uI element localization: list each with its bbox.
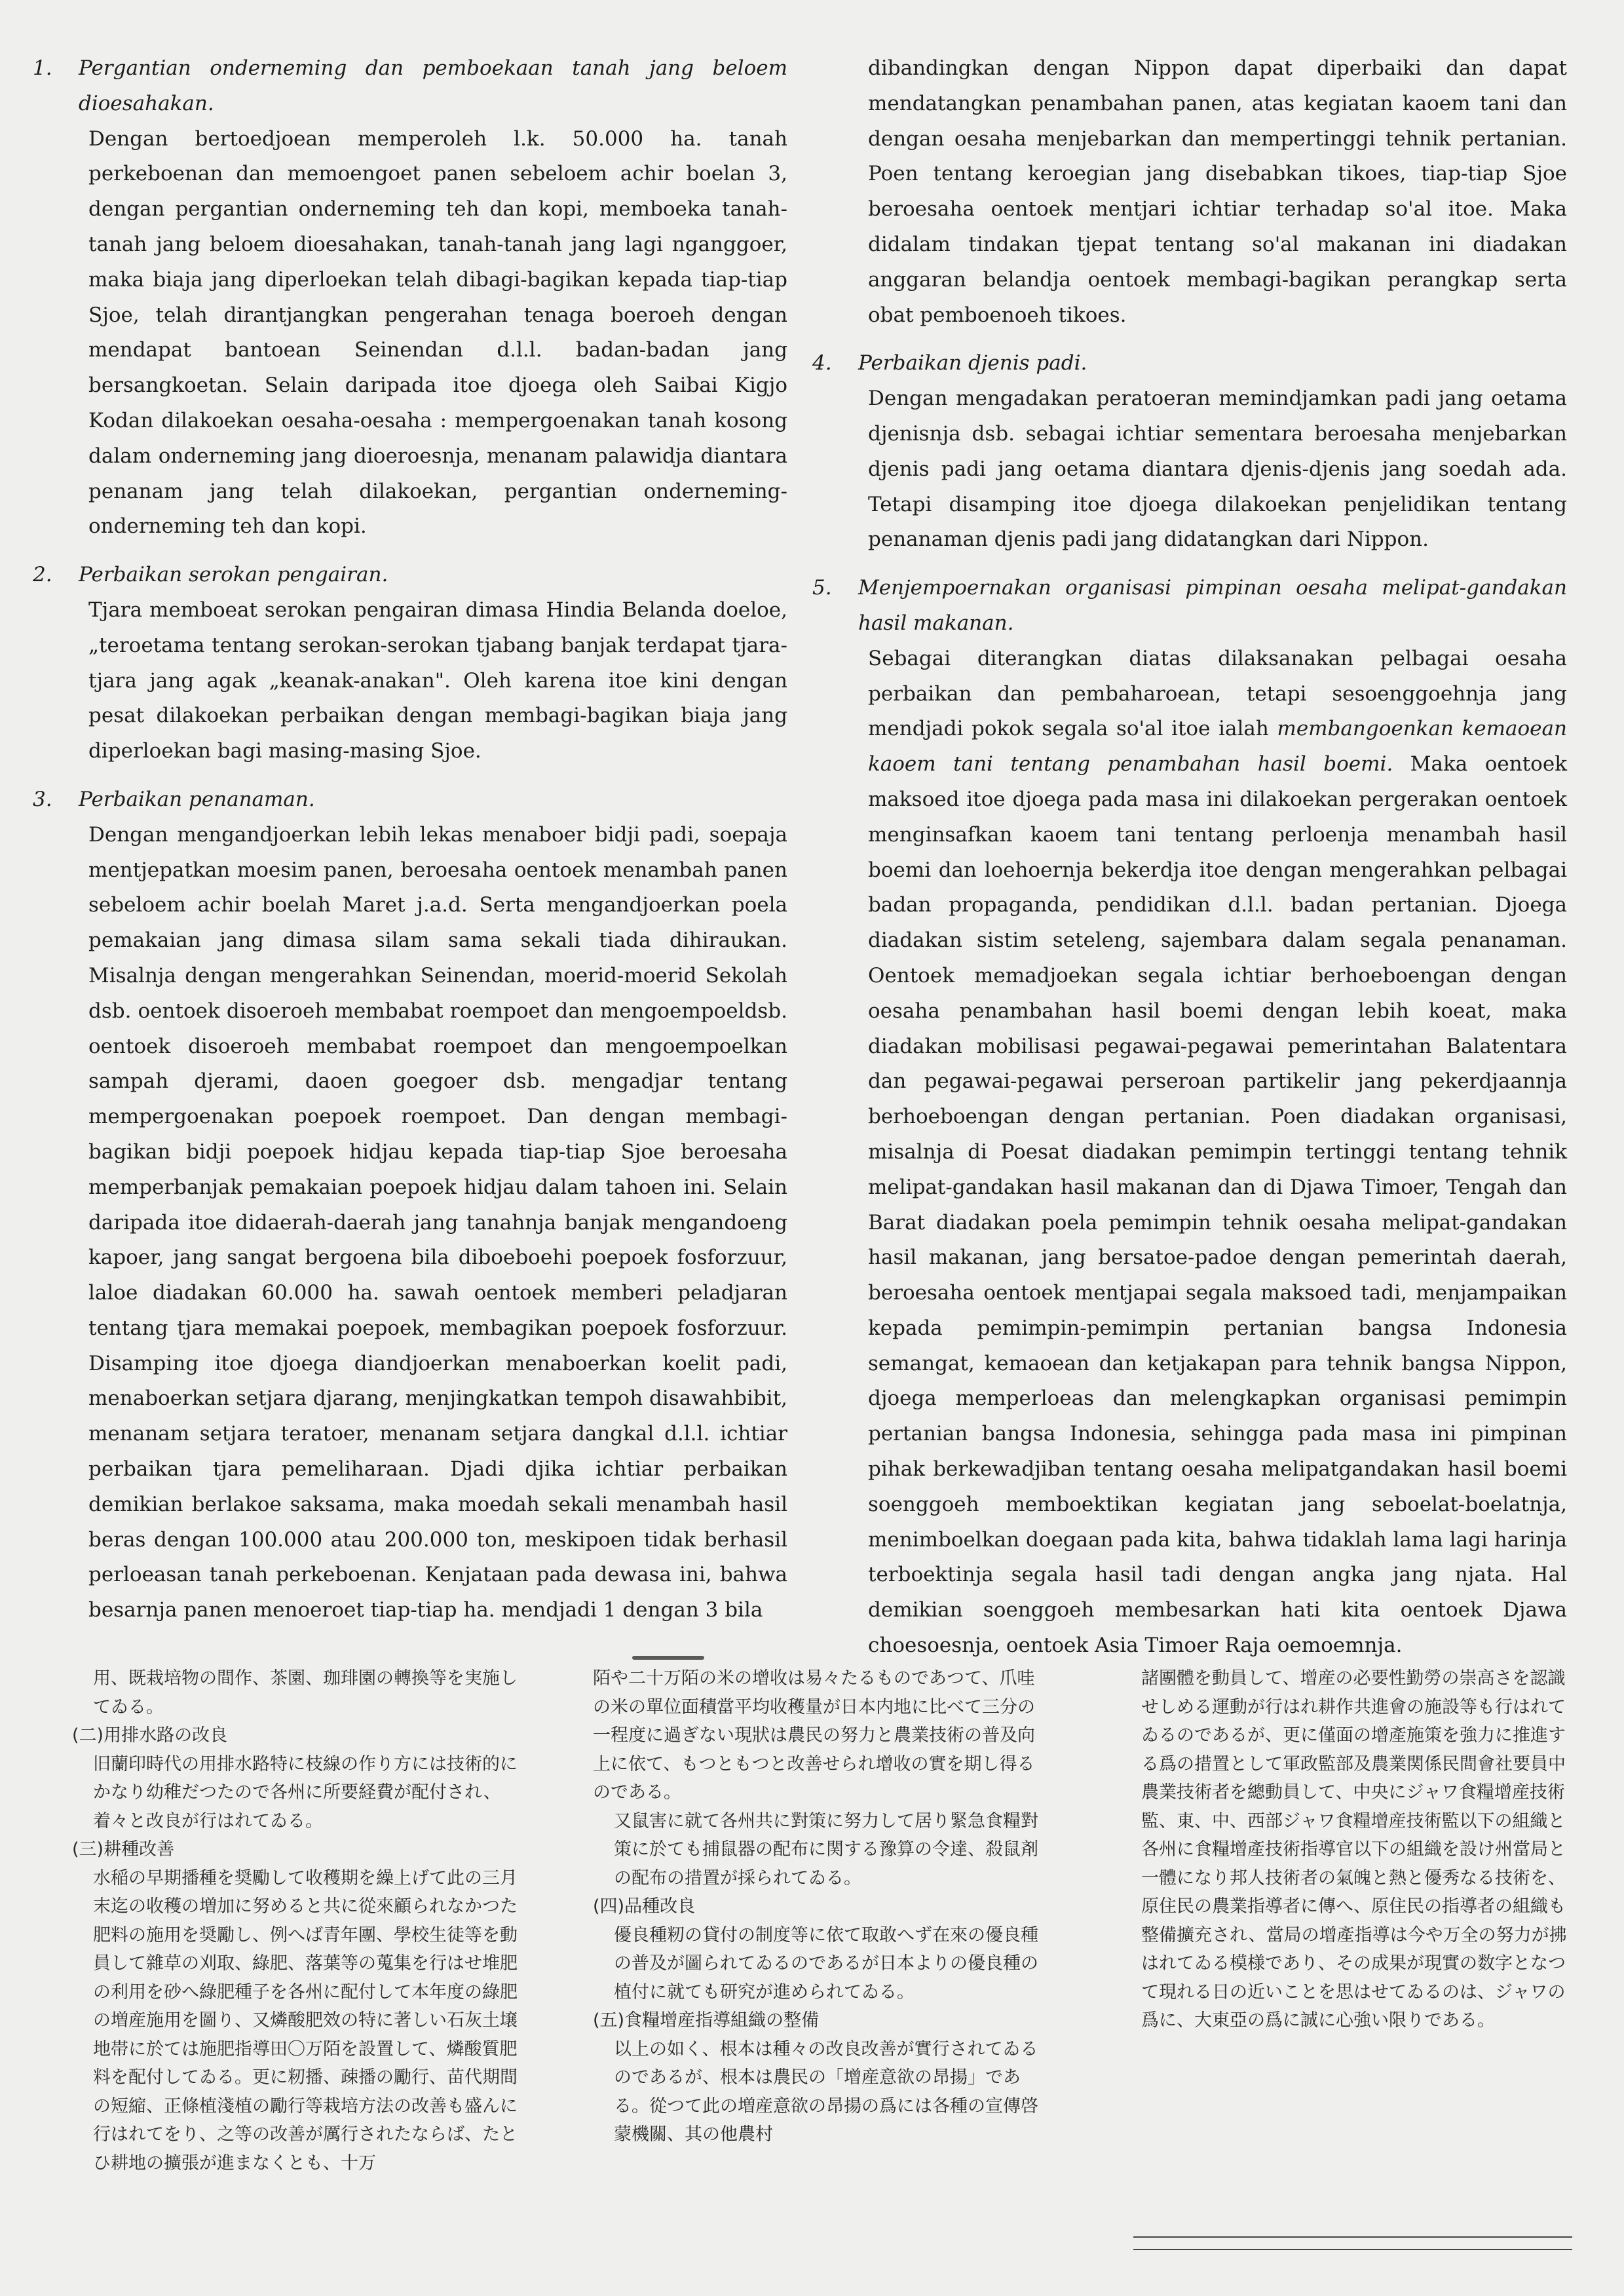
section-3 [33, 782, 787, 1628]
jp-paragraph-5: 以上の如く、根本は種々の改良改善が實行されてゐるのであるが、根本は農民の「增産意欲の昂揚」である。從つて此の増産意欲の昂揚の爲には各種の宣傳啓蒙機關、其の他農村 [614, 2038, 1038, 2145]
jp-paragraph-3: 水稲の早期播種を奨勵して收穫期を繰上げて此の三月末迄の收穫の増加に努めると共に從來顧られなかつた肥料の施用を奨勵し、例へば青年團、學校生徒等を動員して雜草の刈取、綠肥、落葉等の蒐集を行はせ堆肥の利用を砂へ綠肥種子を各州に配付して本年度の綠肥の増産施用を圖り、又燐酸肥效の特に著しい石灰土壌地帯に於ては施肥指導田〇万陌を設置して、燐酸質肥料を配付してゐる。更に籾播、疎播の勵行、苗代期間の短縮、正條植淺植の勵行等栽培方法の改善も盛んに行はれてをり、之等の改善が厲行されたならば、たとひ耕地の擴張が進まなくとも、十万 [93, 1867, 518, 2173]
section-4-body: Dengan mengadakan peratoeran memindjamkan padi jang oetama djenisnja dsb. sebagai ichtiar sementara beroesaha menjebarkan djenis padi jang oetama diantara djenis-djenis jang soedah ada. Tetapi disamping itoe djoega dilakoekan penjelidikan tentang penanaman djenis padi jang didatangkan dari Nippon. [868, 387, 1567, 552]
section-2-heading [33, 558, 787, 593]
section-4-number: 4. [812, 351, 832, 375]
section-2-body: Tjara memboeat serokan pengairan dimasa Hindia Belanda doeloe, „teroetama tentang serokan-serokan tjabang banjak terdapat tjara-tjara jang agak „keanak-anakan". Oleh karena itoe kini dengan pesat dilakoekan perbaikan dengan membagi-bagikan biaja jang diperloekan bagi masing-masing Sjoe. [88, 598, 787, 763]
section-1-body: Dengan bertoedjoean memperoleh l.k. 50.000 ha. tanah perkeboenan dan memoengoet panen sebeloem achir boelan 3, dengan pergantian onderneming teh dan kopi, memboeka tanah-tanah jang beloem dioesahakan, tanah-tanah jang lagi nganggoer, maka biaja jang diperloekan telah dibagi-bagikan kepada tiap-tiap Sjoe, telah dirantjangkan pengerahan tenaga boeroeh dengan mendapat bantoean Seinendan d.l.l. badan-badan jang bersangkoetan. Selain daripada itoe djoega oleh Saibai Kigjo Kodan dilakoekan oesaha-oesaha : mempergoenakan tanah kosong dalam onderneming jang dioeroesnja, menanam palawidja diantara penanam jang telah dilakoekan, pergantian onderneming-onderneming teh dan kopi. [88, 126, 787, 539]
closing-rule-top [1133, 2236, 1572, 2238]
section-3-body: Dengan mengandjoerkan lebih lekas menaboer bidji padi, soepaja mentjepatkan moesim panen, beroesaha oentoek menambah panen sebeloem achir boelah Maret j.a.d. Serta mengandjoerkan poela pemakaian jang dimasa silam sama sekali tiada dihiraukan. Misalnja dengan mengerahkan Seinendan, moerid-moerid Sekolah dsb. oentoek disoeroeh membabat roempoet dan mengoempoeldsb. oentoek disoeroeh membabat roempoet dan mengoempoelkan sampah djerami, daoen goegoer dsb. mengadjar tentang mempergoenakan poepoek roempoet. Dan dengan membagi-bagikan bidji poepoek hidjau kepada tiap-tiap Sjoe beroesaha memperbanjak pemakaian poepoek hidjau dalam tahoen ini. Selain daripada itoe didaerah-daerah jang tanahnja banjak mengandoeng kapoer, jang sangat bergoena bila diboeboehi poepoek fosforzuur, laloe diadakan 60.000 ha. sawah oentoek memberi peladjaran tentang tjara memakai poepoek, membagikan poepoek fosforzuur. Disamping itoe djoega diandjoerkan menaboerkan koelit padi, menaboerkan setjara djarang, menjingkatkan tempoh disawahbibit, menanam setjara teratoer, menanam setjara dangkal d.l.l. ichtiar perbaikan tjara pemeliharaan. Djadi djika ichtiar perbaikan demikian berlakoe saksama, maka moedah sekali menambah hasil beras dengan 100.000 atau 200.000 ton, meskipoen tidak berhasil perloeasan tanah perkeboenan. Kenjataan pada dewasa ini, bahwa besarnja panen menoeroet tiap-tiap ha. mendjadi 1 dengan 3 bila [88, 822, 788, 1622]
jp-heading-4: (四)品種改良 [593, 1896, 696, 1917]
jp-heading-5: (五)食糧增産指導組織の整備 [593, 2010, 820, 2031]
section-5-title: Menjempoernakan organisasi pimpinan oesaha melipat-gandakan hasil makanan. [858, 576, 1567, 635]
section-3-number: 3. [33, 787, 52, 811]
jp-c1-continuation: 用、既栽培物の間作、茶園、珈琲園の轉換等を実施してゐる。 [93, 1668, 518, 1717]
section-4-title: Perbaikan djenis padi. [858, 351, 1087, 375]
japanese-column-3 [1120, 1664, 1579, 2035]
section-1-heading [33, 51, 787, 122]
section-3-title: Perbaikan penanaman. [79, 787, 315, 811]
section-4 [812, 346, 1567, 558]
section-5-heading [812, 571, 1567, 641]
section-2 [33, 558, 787, 769]
section-5-body-rest: Maka oentoek maksoed itoe djoega pada masa ini dilakoekan pergerakan oentoek menginsafkan kaoem tani tentang perloenja menambah hasil boemi dan loehoernja bekerdja itoe dengan mengerahkan pelbagai badan propaganda, pendidikan d.l.l. badan pertanian. Djoega diadakan sistim seteleng, sajembara dalam segala penanaman. Oentoek memadjoekan segala ichtiar berhoeboengan dengan oesaha penambahan hasil boemi dengan lebih koeat, maka diadakan mobilisasi pegawai-pegawai pemerintahan Balatentara dan pegawai-pegawai perseroan partikelir jang pekerdjaannja berhoeboengan dengan pertanian. Poen diadakan organisasi, misalnja di Poesat diadakan pemimpin tertinggi tentang tehnik melipat-gandakan hasil makanan dan di Djawa Timoer, Tengah dan Barat diadakan poela pemimpin tehnik oesaha melipat-gandakan hasil makanan, jang bersatoe-padoe dengan pemerintah daerah, beroesaha oentoek mentjapai segala maksoed tadi, menjampaikan kepada pemimpin-pemimpin pertanian bangsa Indonesia semangat, kemaoean dan ketjakapan para tehnik bangsa Nippon, djoega memperloeas dan melengkapkan organisasi pemimpin pertanian bangsa Indonesia, sehingga pada masa ini pimpinan pihak berkewadjiban tentang oesaha melipatgandakan hasil boemi soenggoeh memboektikan kegiatan jang seboelat-boelatnja, menimboelkan doegaan pada kita, bahwa tidaklah lama lagi harinja terboektinja segala hasil tadi dengan angka jang njata. Hal demikian soenggoeh membesarkan hati kita oentoek Djawa choesoesnja, oentoek Asia Timoer Raja oemoemnja. [868, 752, 1567, 1658]
jp-heading-2: (二)用排水路の改良 [72, 1725, 228, 1746]
section-4-heading [812, 346, 1567, 381]
section-5-number: 5. [812, 576, 832, 600]
section-2-number: 2. [33, 563, 52, 587]
ink-smudge [632, 1656, 704, 1660]
right-column [812, 51, 1567, 1664]
section-3-heading [33, 782, 787, 818]
section-5-emphasis: membangoenkan kemaoean kaoem tani tentang penambahan hasil boemi. [868, 717, 1567, 776]
jp-c2-paragraph-2: 又鼠害に就て各州共に對策に努力して居り緊急食糧對策に於ても捕鼠器の配布に関する豫算の令達、殺鼠剤の配布の措置が採られてゐる。 [614, 1810, 1038, 1888]
section-5 [812, 571, 1567, 1664]
section-2-title: Perbaikan serokan pengairan. [79, 563, 388, 587]
section-5-body [868, 641, 1567, 1664]
jp-paragraph-4: 優良種籾の貸付の制度等に依て取敢へず在來の優良種の普及が圖られてゐるのであるが日本よりの優良種の植付に就ても研究が進められてゐる。 [614, 1924, 1038, 2002]
japanese-column-2 [593, 1664, 1051, 2149]
section-1 [33, 51, 787, 545]
section-5-body-start: Sebagai diterangkan diatas dilaksanakan pelbagai oesaha perbaikan dan pembaharoean, tetapi sesoenggoehnja jang mendjadi pokok segala so'al itoe ialah [868, 646, 1567, 741]
jp-paragraph-2: 旧蘭印時代の用排水路特に枝線の作り方には技術的にかなり幼稚だつたので各州に所要経費が配付され、着々と改良が行はれてゐる。 [93, 1753, 518, 1831]
jp-heading-3: (三)耕種改善 [72, 1839, 175, 1860]
closing-rule-bottom [1133, 2249, 1572, 2250]
left-column [33, 51, 787, 1628]
section-1-title: Pergantian onderneming dan pemboekaan tanah jang beloem dioesahakan. [79, 56, 787, 115]
section-3-continuation: dibandingkan dengan Nippon dapat diperbaiki dan dapat mendatangkan penambahan panen, atas kegiatan kaoem tani dan dengan oesaha menjebarkan dan mempertinggi tehnik pertanian. Poen tentang keroegian jang disebabkan tikoes, tiap-tiap Sjoe beroesaha oentoek mentjari ichtiar terhadap so'al itoe. Maka didalam tindakan tjepat tentang so'al makanan ini diadakan anggaran belandja oentoek membagi-bagikan perangkap serta obat pemboenoeh tikoes. [868, 56, 1567, 327]
japanese-column-1 [72, 1664, 531, 2177]
jp-c2-paragraph-1: 陌や二十万陌の米の增收は易々たるものであつて、爪哇の米の單位面積當平均收穫量が日本内地に比べて三分の一程度に過ぎない現狀は農民の努力と農業技術の普及向上に依て、もつともつと改善せられ增收の實を期し得るのである。 [593, 1668, 1035, 1803]
jp-c3-paragraph-1: 諸團體を動員して、增産の必要性勤勞の崇高さを認識せしめる運動が行はれ耕作共進會の施設等も行はれてゐるのであるが、更に僅面の增產施策を強力に推進する爲の措置として軍政監部及農業関係民間會社要員中農業技術者を總動員して、中央にジャワ食糧增産技術監、東、中、西部ジャワ食糧增産技術監以下の組織と各州に食糧增產技術指導官以下の組織を設け州當局と一體になり邦人技術者の氣魄と熱と優秀なる技術を、原住民の農業指導者に傳へ、原住民の指導者の組織も整備擴充され、當局の增產指導は今や万全の努力が拂はれてゐる模様であり、その成果が現實の数字となつて現れる日の近いことを思はせてゐるのは、ジャワの爲に、大東亞の爲に誠に心強い限りである。 [1141, 1668, 1567, 2031]
section-1-number: 1. [33, 56, 52, 80]
